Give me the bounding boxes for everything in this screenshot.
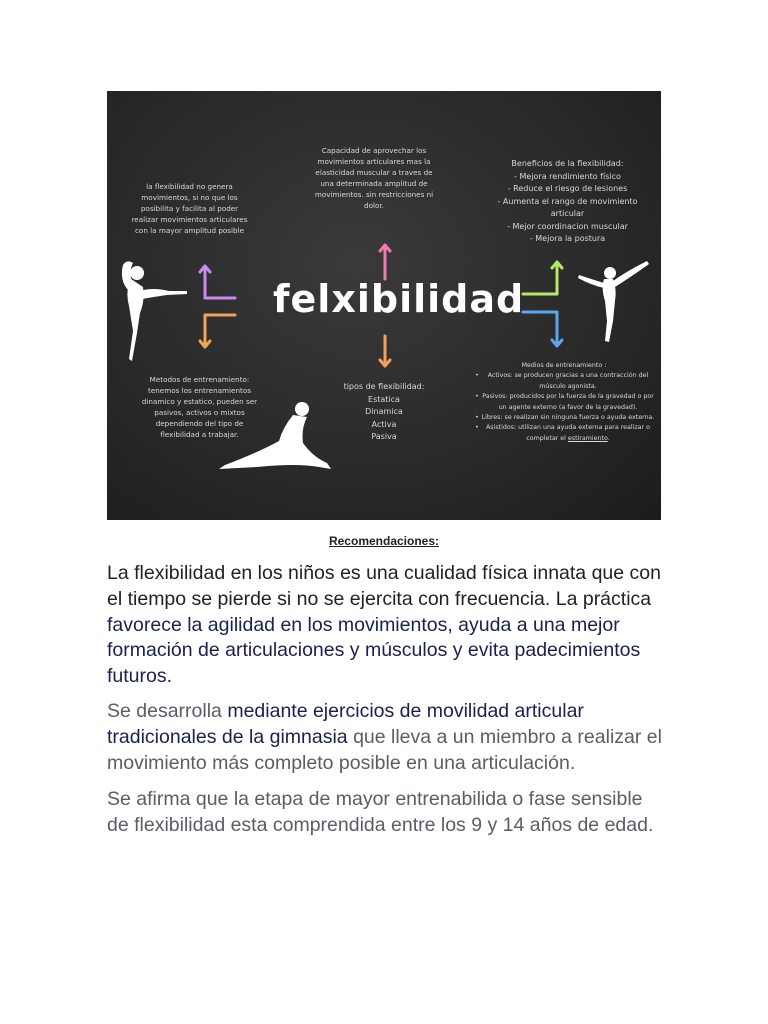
type-item: Pasiva — [371, 432, 397, 441]
infographic-title: felxibilidad — [273, 277, 525, 321]
purple-corner-arrow — [200, 266, 235, 298]
green-corner-arrow — [523, 262, 562, 294]
paragraph-sensitive-phase: Se afirma que la etapa de mayor entrenabilida o fase sensible de flexibilidad esta comprendida entre los 9 y 14 años de edad. — [107, 788, 654, 836]
paragraph-development — [107, 699, 667, 776]
training-means-block — [473, 361, 655, 444]
orange-corner-arrow — [200, 315, 235, 347]
type-item: Activa — [371, 419, 397, 429]
paragraph-period: . — [166, 665, 173, 688]
dancer-pose-figure-left — [122, 261, 187, 361]
training-means-item: • Libres: se realizan sin ninguna fuerza o ayuda externa. — [481, 413, 655, 423]
training-means-item-last — [481, 423, 655, 444]
methods-text: Metodos de entrenamiento: tenemos los entrenamientos dinamico y estatico, pueden ser pasivos, activos o mixtos dependiendo del tipo de flexibilidad a trabajar. — [141, 375, 258, 439]
benefits-block — [495, 158, 640, 246]
paragraph-text: La flexibilidad en los niños es una cualidad física innata que con el tiempo se pierde si no se ejercita con frecuencia. La práctica — [107, 562, 661, 610]
benefit-item: - Aumenta el rango de movimiento articular — [497, 196, 638, 218]
benefit-item: - Mejora rendimiento físico — [514, 171, 621, 181]
paragraph-highlight: favorece la agilidad en los movimientos, ayuda a una mejor formación de articulaciones y músculos y evita padecimientos futuros — [107, 613, 641, 688]
training-means-item: • Activos: se producen gracias a una contracción del músculo agonista. — [481, 371, 655, 392]
intro-text: la flexibilidad no genera movimientos, si no que los posibilita y facilita al poder realizar movimientos articulares con la mayor amplitud posible — [131, 182, 248, 235]
type-item: Estatica — [368, 394, 400, 404]
benefit-item: - Reduce el riesgo de lesiones — [507, 184, 628, 193]
training-means-item: • Pasivos: producidos por la fuerza de la gravedad o por un agente externo (a favor de la gravedad). — [481, 392, 655, 413]
flexibility-infographic — [107, 91, 661, 520]
paragraph-text: Se desarrolla — [107, 700, 222, 722]
type-item: Dinamica — [365, 407, 403, 416]
benefit-item: - Mejor coordinacion muscular — [507, 221, 628, 231]
training-means-heading: Medios de entrenamiento : — [521, 362, 607, 369]
dancer-pose-figure-right — [578, 261, 649, 342]
recommendations-heading: Recomendaciones: — [328, 534, 440, 548]
orange-down-arrow — [380, 336, 390, 366]
blue-corner-arrow — [523, 312, 562, 346]
paragraph-text: que lleva a un miembro a realizar el movimiento más completo posible en una articulación. — [107, 725, 662, 774]
types-block — [329, 381, 439, 444]
pink-up-arrow — [380, 245, 390, 279]
paragraph-childhood-flexibility — [107, 561, 667, 690]
training-means-period: . — [607, 434, 610, 442]
training-means-item-text: Asistidos: utilizan una ayuda externa para realizar o completar el — [486, 424, 650, 442]
stretching-link[interactable]: estiramiento — [567, 434, 608, 442]
paragraph-highlight: mediante ejercicios de movilidad articular tradicionales de la gimnasia — [107, 700, 584, 748]
definition-text: Capacidad de aprovechar los movimientos articulares mas la elasticidad muscular a traves de una determinada amplitud de movimientos. sin restricciones ni dolor. — [314, 146, 434, 210]
benefits-heading: Beneficios de la flexibilidad: — [511, 159, 624, 168]
types-heading: tipos de flexibilidad: — [343, 382, 425, 391]
benefit-item: - Mejora la postura — [529, 234, 606, 243]
